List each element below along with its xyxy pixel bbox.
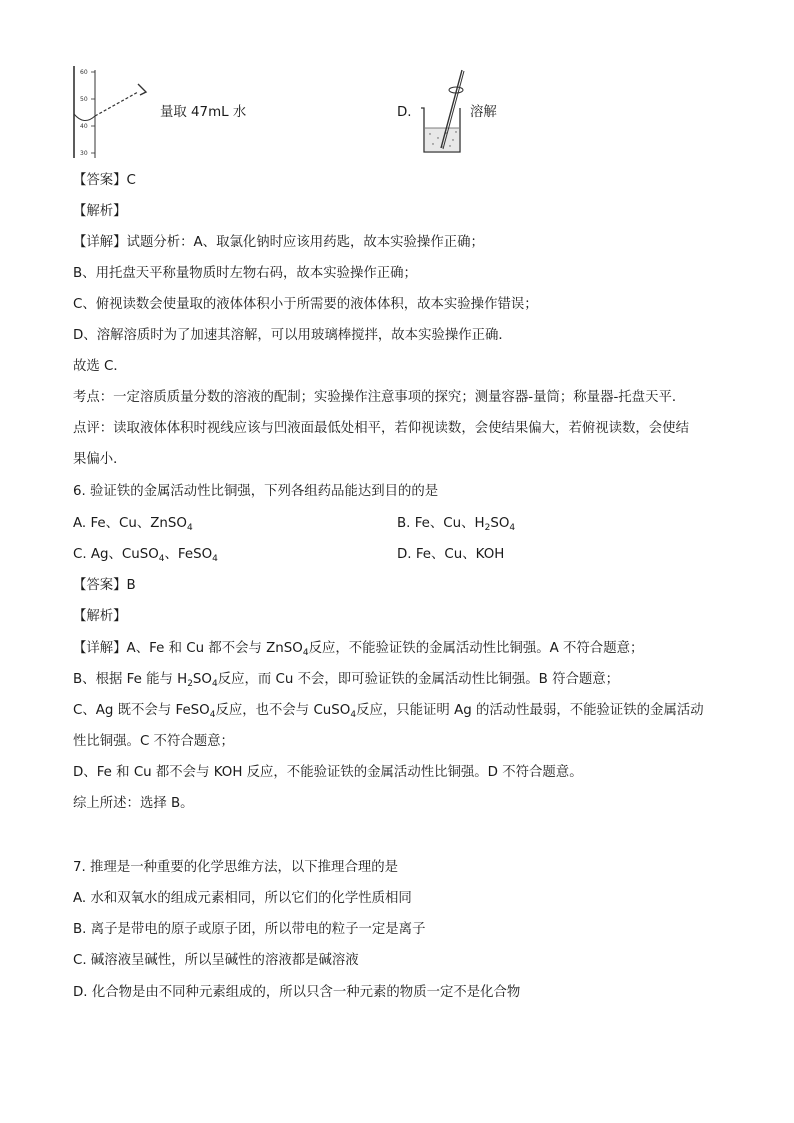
q5-detail-line: C、俯视读数会使量取的液体体积小于所需要的液体体积，故本实验操作错误； <box>73 297 538 312</box>
q6-detail-c <box>73 702 704 720</box>
q6-option-b-so: SO <box>490 516 510 531</box>
q6-stem: 6. 验证铁的金属活动性比铜强，下列各组药品能达到目的的是 <box>73 484 439 499</box>
q7-option-c: C. 碱溶液呈碱性，所以呈碱性的溶液都是碱溶液 <box>73 953 359 968</box>
subscript: 4 <box>186 523 193 533</box>
subscript: 4 <box>509 523 516 533</box>
q5-answer: 【答案】C <box>73 173 136 188</box>
q6-detail-b <box>73 671 619 689</box>
q7-option-a: A. 水和双氧水的组成元素相同，所以它们的化学性质相同 <box>73 891 412 906</box>
q6-option-c <box>73 546 218 564</box>
q5-comment-continued: 果偏小． <box>73 452 127 467</box>
q5-detail-line: B、用托盘天平称量物质时左物右码，故本实验操作正确； <box>73 266 417 281</box>
q6-analysis-heading: 【解析】 <box>73 609 127 624</box>
q6-summary: 综上所述：选择 B。 <box>73 796 194 811</box>
q6-detail-a-text: 【详解】A、Fe 和 Cu 都不会与 ZnSO <box>73 641 303 656</box>
q6-option-c-text2: 、FeSO <box>164 547 213 562</box>
q6-detail-d: D、Fe 和 Cu 都不会与 KOH 反应，不能验证铁的金属活动性比铜强。D 不符合题意。 <box>73 765 583 780</box>
q7-stem: 7. 推理是一种重要的化学思维方法，以下推理合理的是 <box>73 860 399 875</box>
q6-option-a-text: A. Fe、Cu、ZnSO <box>73 516 187 531</box>
q6-detail-a-text2: 反应，不能验证铁的金属活动性比铜强。A 不符合题意； <box>308 641 644 656</box>
q6-detail-c-text: C、Ag 既不会与 FeSO <box>73 703 210 718</box>
tick-label: 60 <box>80 69 88 76</box>
q5-topic: 考点：一定溶质质量分数的溶液的配制；实验操作注意事项的探究；测量容器-量筒；称量器-托盘天平． <box>73 390 686 405</box>
tick-label: 50 <box>80 96 88 103</box>
subscript: 2 <box>187 679 193 689</box>
q6-detail-b-so: SO <box>192 672 212 687</box>
q6-detail-c-text2: 反应，也不会与 CuSO <box>215 703 351 718</box>
q6-option-d: D. Fe、Cu、KOH <box>397 547 505 562</box>
subscript: 4 <box>212 554 218 564</box>
q6-detail-b-text2: 反应，而 Cu 不会，即可验证铁的金属活动性比铜强。B 符合题意； <box>217 672 620 687</box>
q6-option-a <box>73 515 193 533</box>
figure-d-label: 溶解 <box>470 105 497 120</box>
q6-detail-b-text: B、根据 Fe 能与 H <box>73 672 188 687</box>
q5-analysis-heading: 【解析】 <box>73 204 127 219</box>
subscript: 4 <box>209 710 216 720</box>
q6-detail-a <box>73 640 643 658</box>
q7-option-d: D. 化合物是由不同种元素组成的，所以只含一种元素的物质一定不是化合物 <box>73 985 521 1000</box>
q5-comment: 点评：读取液体体积时视线应该与凹液面最低处相平，若仰视读数，会使结果偏大，若俯视读数，会使结 <box>73 421 689 436</box>
tick-label: 40 <box>80 123 88 130</box>
q5-conclusion: 故选 C． <box>73 359 127 374</box>
q6-option-b-text: B. Fe、Cu、H <box>397 516 485 531</box>
q7-option-b: B. 离子是带电的原子或原子团，所以带电的粒子一定是离子 <box>73 922 426 937</box>
subscript: 4 <box>302 648 309 658</box>
q6-detail-c-text3: 反应，只能证明 Ag 的活动性最弱，不能验证铁的金属活动 <box>356 703 704 718</box>
figure-c-label: 量取 47mL 水 <box>160 105 247 120</box>
q6-answer: 【答案】B <box>73 578 136 593</box>
q5-detail-line: 【详解】试题分析：A、取氯化钠时应该用药匙，故本实验操作正确； <box>73 235 484 250</box>
q6-option-c-text: C. Ag、CuSO <box>73 547 159 562</box>
measuring-cylinder-figure <box>66 64 156 160</box>
subscript: 4 <box>211 679 218 689</box>
subscript: 4 <box>158 554 165 564</box>
subscript: 4 <box>350 710 357 720</box>
tick-label: 30 <box>80 150 88 157</box>
q5-detail-line: D、溶解溶质时为了加速其溶解，可以用玻璃棒搅拌，故本实验操作正确． <box>73 328 512 343</box>
beaker-figure <box>418 68 468 158</box>
q6-detail-c-continued: 性比铜强。C 不符合题意； <box>73 734 234 749</box>
figure-d-letter: D. <box>397 105 412 120</box>
q6-option-b <box>397 515 515 533</box>
subscript: 2 <box>484 523 491 533</box>
